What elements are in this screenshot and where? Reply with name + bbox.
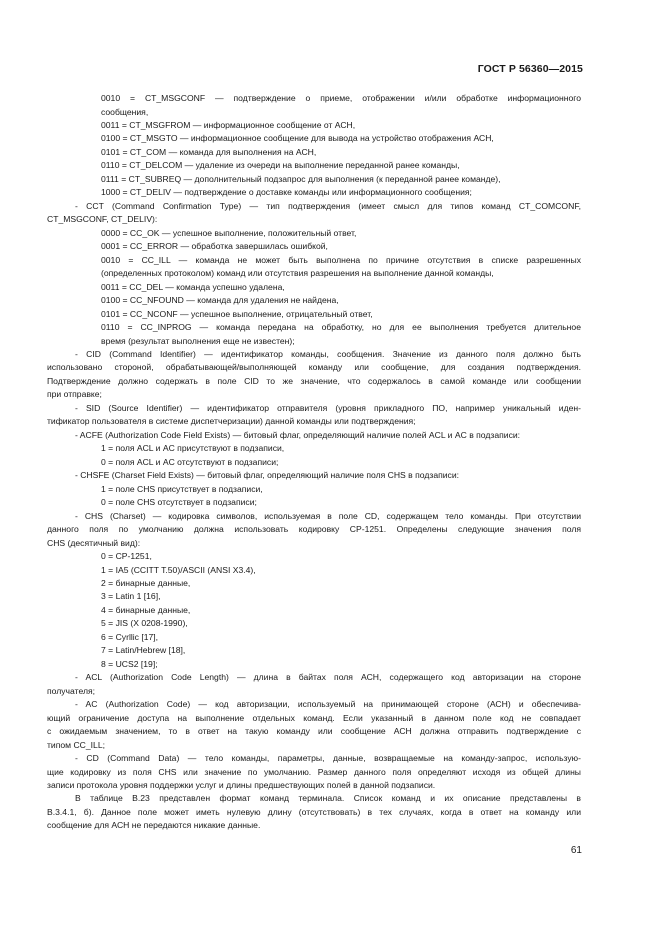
text-line: сообщение для АСН не передаются никакие данные. (47, 820, 261, 831)
text-line: 1 = IA5 (CCITT T.50)/ASCII (ANSI X3.4), (101, 564, 256, 575)
text-line: 0010 = CC_ILL — команда не может быть выполнена по причине отсутствия в списке разрешенных (101, 254, 581, 265)
text-line: 6 = Cyrllic [17], (101, 631, 159, 642)
text-line: - SID (Source Identifier) — идентификатор отправителя (уровня прикладного ПО, например уникальный иден- (75, 402, 581, 413)
text-line: записи протокола уровня поддержки услуг и длины предшествующих полей в данной подзаписи. (47, 780, 436, 790)
text-line: типом CC_ILL; (47, 739, 105, 750)
text-line: 8 = UCS2 [19]; (101, 658, 158, 669)
text-line: В.3.4.1, б). Данное поле может иметь нулевую длину (отсутствовать) в тех случаях, когда в ответ на команду или (47, 806, 581, 817)
text-line: - CD (Command Data) — тело команды, параметры, данные, возвращаемые на команду-запрос, использую- (75, 753, 581, 763)
text-line: 0100 = CT_MSGTO — информационное сообщение для вывода на устройство отображения АСН, (101, 133, 494, 144)
text-line: 1 = поля ACL и AC присутствуют в подзаписи, (101, 443, 285, 454)
text-line: - ACFE (Authorization Code Field Exists) — битовый флаг, определяющий наличие полей ACL и AC в подзаписи: (75, 429, 521, 440)
text-line: - CCT (Command Confirmation Type) — тип подтверждения (имеет смысл для типов команд CT_COMCONF, (75, 200, 581, 211)
text-line: 0000 = CC_OK — успешное выполнение, положительный ответ, (101, 227, 357, 238)
text-line: CHS (десятичный вид): (47, 537, 141, 548)
text-line: ющий ограничение доступа на выполнение отдельных команд. Если указанный в данном поле код не совпадает (47, 712, 581, 723)
text-line: 0110 = CC_INPROG — команда передана на обработку, но для ее выполнения требуется длительное (101, 322, 581, 332)
text-line: использовано стороной, обрабатывающей/выполняющей команду или сообщение, для создания подтверждения. (47, 362, 581, 373)
text-line: 0011 = CC_DEL — команда успешно удалена, (101, 281, 285, 292)
text-line: данного поля по умолчанию должна использовать кодировку СР-1251. Определены следующие значения поля (47, 524, 581, 534)
text-line: 0 = поле CHS отсутствует в подзаписи; (101, 497, 257, 508)
text-line: 0010 = CT_MSGCONF — подтверждение о приеме, отображении и/или обработке информационного (101, 93, 581, 103)
text-line: 5 = JIS (X 0208-1990), (101, 618, 188, 629)
text-line: при отправке; (47, 389, 102, 400)
text-line: - ACL (Authorization Code Length) — длина в байтах поля АСН, содержащего код авторизации на стороне (75, 672, 581, 683)
text-line: время (результат выполнения еще не известен); (101, 335, 295, 346)
text-line: 0101 = CC_NCONF — успешное выполнение, отрицательный ответ, (101, 308, 373, 319)
text-line: 0101 = CT_COM — команда для выполнения на АСН, (101, 146, 317, 157)
text-line: сообщения, (101, 106, 149, 117)
text-line: - CHSFE (Charset Field Exists) — битовый флаг, определяющий наличие поля CHS в подзаписи: (75, 470, 460, 481)
text-line: 3 = Latin 1 [16], (101, 591, 161, 602)
text-line: 2 = бинарные данные, (101, 577, 191, 588)
text-line: получателя; (47, 685, 96, 696)
text-line: щие кодировку из поля CHS или значение по умолчанию. Размер данного поля определяют исходя из общей длины (47, 766, 581, 777)
text-line: 0 = поля ACL и AC отсутствуют в подзаписи; (101, 456, 279, 467)
text-line: 0011 = CT_MSGFROM — информационное сообщение от АСН, (101, 119, 356, 130)
text-line: 0 = CP-1251, (101, 551, 152, 561)
text-line: 1 = поле CHS присутствует в подзаписи, (101, 483, 263, 494)
text-line: тификатор пользователя в системе диспетчеризации) данной команды или подтверждения; (47, 416, 416, 427)
standard-header: ГОСТ Р 56360—2015 (477, 63, 583, 75)
text-line: - AC (Authorization Code) — код авторизации, используемый на принимающей стороне (АСН) и обеспечива- (75, 699, 581, 710)
text-line: с ожидаемым значением, то в ответ на такую команду или сообщение АСН должна отправить подтверждение с (47, 726, 581, 737)
text-line: 0111 = CT_SUBREQ — дополнительный подзапрос для выполнения (к переданной ранее команде), (101, 173, 501, 184)
text-line: 0001 = CC_ERROR — обработка завершилась ошибкой, (101, 241, 328, 252)
text-line: 1000 = CT_DELIV — подтверждение о доставке команды или информационного сообщения; (101, 187, 472, 198)
text-line: - CHS (Charset) — кодировка символов, используемая в поле CD, содержащем тело команды. При отсутствии (75, 510, 581, 521)
text-line: 4 = бинарные данные, (101, 604, 191, 615)
page-number: 61 (570, 845, 582, 856)
text-line: (определенных протоколом) команд или отсутствия разрешения на выполнение данной команды, (101, 268, 494, 279)
text-line: Подтверждение должно содержать в поле CID то же значение, что содержалось в самой команде или сообщении (47, 375, 581, 386)
text-line: В таблице В.23 представлен формат команд терминала. Список команд и их описание представлены в (75, 793, 581, 804)
text-line: 7 = Latin/Hebrew [18], (101, 645, 186, 656)
text-line: 0110 = CT_DELCOM — удаление из очереди на выполнение переданной ранее команды, (101, 160, 460, 171)
text-line: CT_MSGCONF, CT_DELIV): (47, 214, 158, 225)
text-line: 0100 = CC_NFOUND — команда для удаления не найдена, (101, 295, 339, 306)
text-line: - CID (Command Identifier) — идентификатор команды, сообщения. Значение из данного поля должно быть (75, 348, 581, 359)
